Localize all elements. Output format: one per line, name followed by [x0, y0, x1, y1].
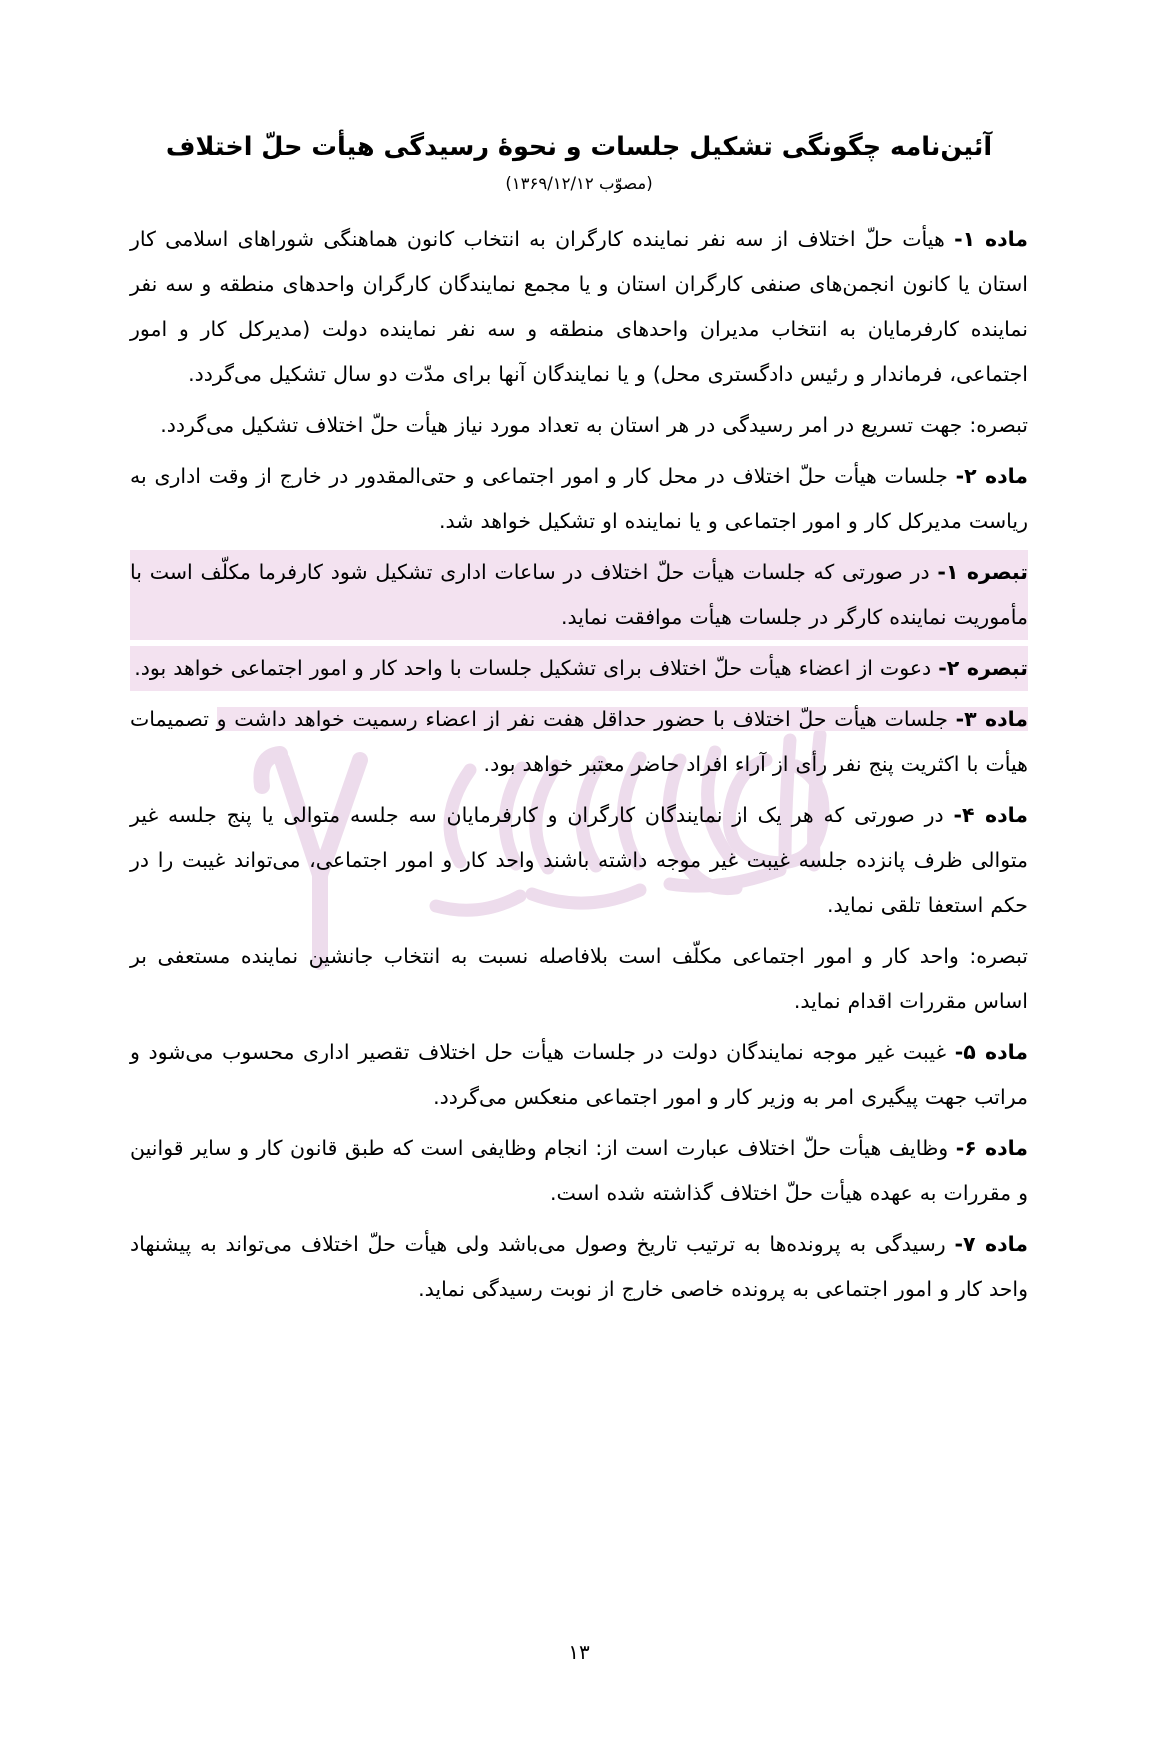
paragraph-article-2 [130, 454, 1028, 544]
page-title: آئین‌نامه چگونگی تشکیل جلسات و نحوهٔ رسیدگی هیأت حلّ اختلاف [165, 132, 993, 162]
article-4-note-body: واحد کار و امور اجتماعی مکلّف است بلافاصله نسبت به انتخاب جانشین نماینده مستعفی بر اساس مقررات اقدام نماید. [130, 944, 1028, 1013]
document-content [130, 128, 1028, 1318]
article-4-body: در صورتی که هر یک از نمایندگان کارگران و کارفرمایان سه جلسه متوالی یا پنج جلسه غیر متوالی ظرف پانزده جلسه غیبت غیر موجه داشته باشند واحد کار و امور اجتماعی، می‌تواند غیبت را در حکم استعفا تلقی نماید. [130, 803, 1028, 917]
article-6-body: وظایف هیأت حلّ اختلاف عبارت است از: انجام وظایفی است که طبق قانون کار و سایر قوانین و مقررات به عهده هیأت حلّ اختلاف گذاشته شده است. [130, 1136, 1028, 1205]
article-2-label: ماده ۲- [955, 464, 1028, 488]
paragraph-article-1 [130, 217, 1028, 397]
article-1-body: هیأت حلّ اختلاف از سه نفر نماینده کارگران به انتخاب کانون هماهنگی شوراهای اسلامی کار استان یا کانون انجمن‌های صنفی کارگران استان و یا مجمع نمایندگان کارگران واحدهای منطقه و سه نفر نماینده کارفرمایان به انتخاب مدیران واحدهای منطقه و سه نفر نماینده دولت (مدیرکل کار و امور اجتماعی، فرماندار و رئیس دادگستری محل) و یا نمایندگان آنها برای مدّت دو سال تشکیل می‌گردد. [130, 227, 1028, 386]
approval-date-subtitle: (مصوّب ۱۳۶۹/۱۲/۱۲) [505, 174, 653, 194]
article-2-body: جلسات هیأت حلّ اختلاف در محل کار و امور اجتماعی و حتی‌المقدور در خارج از وقت اداری به ریاست مدیرکل کار و امور اجتماعی و یا نماینده او تشکیل خواهد شد. [130, 464, 1028, 533]
paragraph-article-5 [130, 1030, 1028, 1120]
article-2-note-2-body: دعوت از اعضاء هیأت حلّ اختلاف برای تشکیل جلسات با واحد کار و امور اجتماعی خواهد بود. [134, 656, 939, 680]
paragraph-article-3 [130, 697, 1028, 787]
paragraph-article-2-note-1-highlighted [130, 550, 1028, 640]
paragraph-article-7 [130, 1222, 1028, 1312]
article-1-note-label: تبصره: [969, 413, 1028, 437]
article-6-label: ماده ۶- [955, 1136, 1028, 1160]
article-1-label: ماده ۱- [954, 227, 1028, 251]
paragraph-article-4-note [130, 934, 1028, 1024]
article-2-note-1-label: تبصره ۱- [937, 560, 1028, 584]
article-5-body: غیبت غیر موجه نمایندگان دولت در جلسات هیأت حل اختلاف تقصیر اداری محسوب می‌شود و مراتب جهت پیگیری امر به وزیر کار و امور اجتماعی منعکس می‌گردد. [130, 1040, 1028, 1109]
article-3-body-plain: تصمیمات هیأت با اکثریت پنج نفر رأی از آراء افراد حاضر معتبر خواهد بود. [130, 707, 1028, 776]
paragraph-article-1-note [130, 403, 1028, 448]
paragraph-article-4 [130, 793, 1028, 928]
article-3-label: ماده ۳- [955, 707, 1028, 731]
paragraph-article-6 [130, 1126, 1028, 1216]
article-4-label: ماده ۴- [953, 803, 1028, 827]
article-2-note-2-label: تبصره ۲- [938, 656, 1028, 680]
article-7-body: رسیدگی به پرونده‌ها به ترتیب تاریخ وصول می‌باشد ولی هیأت حلّ اختلاف می‌تواند به پیشنهاد واحد کار و امور اجتماعی به پرونده خاصی خارج از نوبت رسیدگی نماید. [130, 1232, 1028, 1301]
article-3-body-highlighted: جلسات هیأت حلّ اختلاف با حضور حداقل هفت نفر از اعضاء رسمیت خواهد داشت و [216, 707, 948, 731]
article-2-note-1-body: در صورتی که جلسات هیأت حلّ اختلاف در ساعات اداری تشکیل شود کارفرما مکلّف است با مأموریت نماینده کارگر در جلسات هیأت موافقت نماید. [130, 560, 1028, 629]
page-number: ۱۳ [568, 1640, 590, 1664]
article-5-label: ماده ۵- [954, 1040, 1028, 1064]
paragraph-article-2-note-2-highlighted [130, 646, 1028, 691]
article-7-label: ماده ۷- [954, 1232, 1029, 1256]
article-4-note-label: تبصره: [969, 944, 1028, 968]
article-1-note-body: جهت تسریع در امر رسیدگی در هر استان به تعداد مورد نیاز هیأت حلّ اختلاف تشکیل می‌گردد. [160, 413, 970, 437]
